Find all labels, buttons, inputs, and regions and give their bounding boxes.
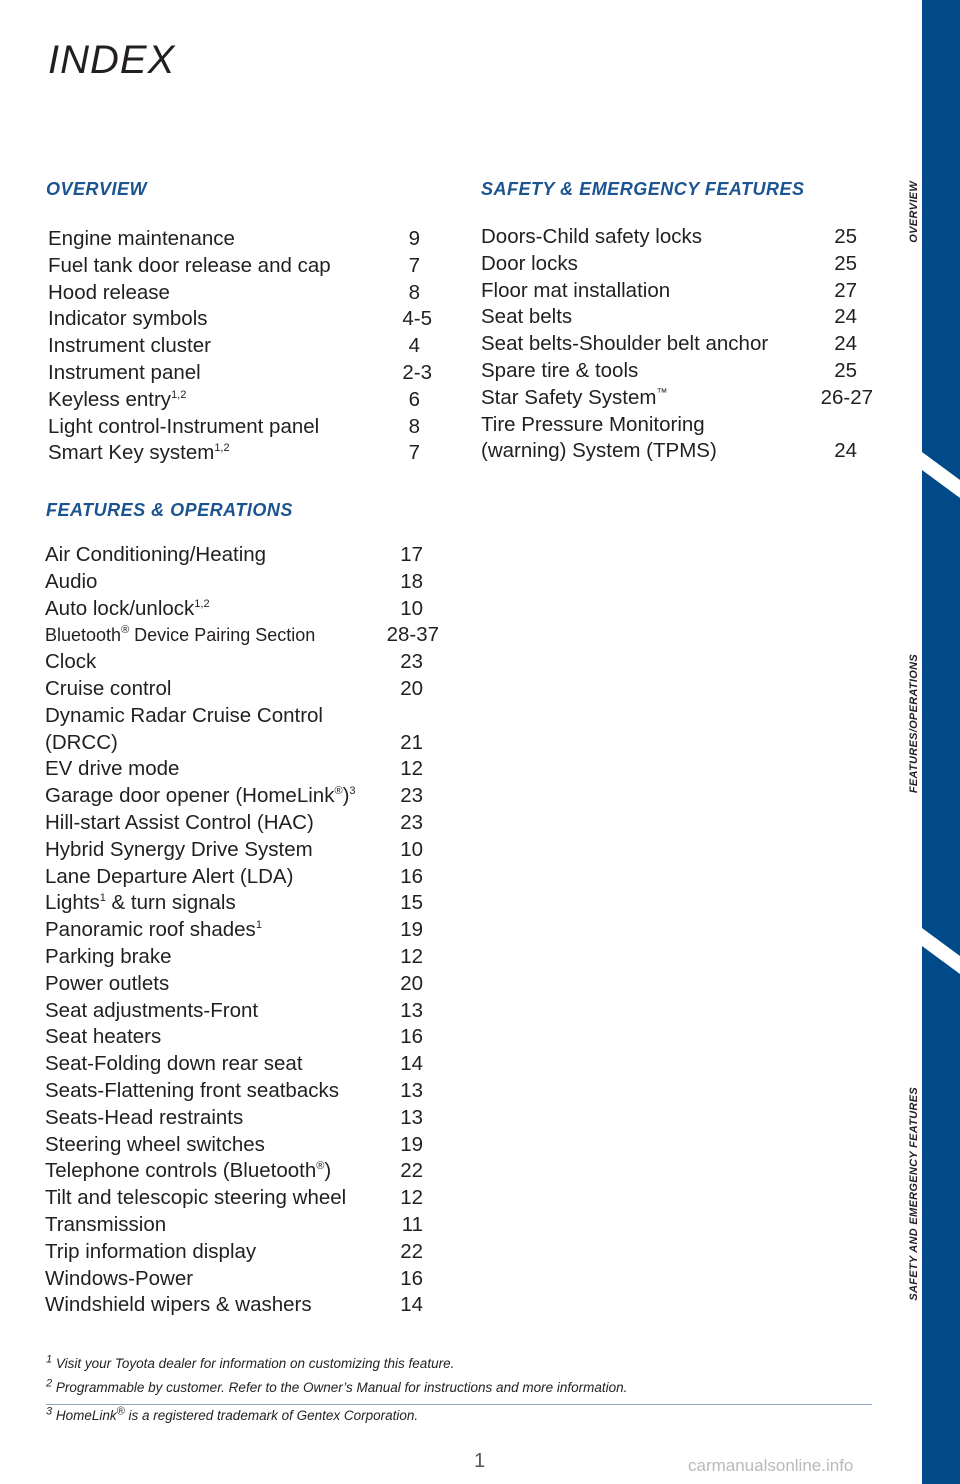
- sidebar-divider-1: [922, 452, 960, 498]
- list-item: Seat adjustments-Front 13: [45, 998, 423, 1022]
- list-item: Seats-Head restraints 13: [45, 1105, 423, 1129]
- list-item: Lights$^1$ & turn signals 15: [45, 891, 423, 915]
- list-item: Tire Pressure Monitoring: [481, 412, 705, 436]
- list-item: Air Conditioning/Heating 17: [45, 543, 423, 566]
- list-item: Seat belts 24: [481, 305, 857, 329]
- list-item: Trip information display 22: [45, 1239, 423, 1263]
- list-item: Spare tire & tools 25: [481, 358, 857, 382]
- list-item: Seat belts-Shoulder belt anchor 24: [481, 332, 857, 356]
- overview-heading: OVERVIEW: [46, 179, 148, 199]
- list-item: Light control-Instrument panel 8: [48, 414, 420, 438]
- list-item: Hybrid Synergy Drive System 10: [45, 837, 423, 861]
- list-item: Transmission 11: [45, 1212, 423, 1236]
- list-item: Instrument cluster 4: [48, 334, 420, 358]
- list-item: Telephone controls (Bluetooth®) 22: [45, 1159, 423, 1183]
- watermark: carmanualsonline.info: [688, 1456, 854, 1475]
- footnote-1: $^1$ Visit your Toyota dealer for information on customizing this feature.: [46, 1353, 455, 1371]
- list-item: Parking brake 12: [45, 944, 423, 968]
- sidebar-tab-features-operations[interactable]: FEATURES/OPERATIONS: [908, 654, 920, 794]
- list-item: Seats-Flattening front seatbacks 13: [45, 1078, 423, 1102]
- list-item: Dynamic Radar Cruise Control: [45, 703, 323, 727]
- list-item: Auto lock/unlock$^{1,2}$ 10: [45, 596, 423, 620]
- footnote-2: $^2$ Programmable by customer. Refer to the Owner’s Manual for instructions and more information.: [46, 1377, 628, 1395]
- sidebar-divider-2: [922, 928, 960, 974]
- footnote-3: $^3$ HomeLink® is a registered trademark of Gentex Corporation.: [46, 1405, 419, 1423]
- list-item: EV drive mode 12: [45, 757, 423, 781]
- list-item: Smart Key system$^{1,2}$ 7: [48, 441, 420, 465]
- list-item: Doors-Child safety locks 25: [481, 225, 857, 248]
- list-item: Tilt and telescopic steering wheel 12: [45, 1186, 423, 1210]
- list-item: Windshield wipers & washers 14: [45, 1293, 423, 1317]
- page-title: INDEX: [48, 38, 176, 82]
- list-item: Cruise control 20: [45, 676, 423, 700]
- features-heading: FEATURES & OPERATIONS: [46, 500, 293, 520]
- page-number: 1: [474, 1450, 486, 1472]
- list-item: Seat heaters 16: [45, 1025, 423, 1049]
- sidebar-tab-overview[interactable]: OVERVIEW: [908, 181, 920, 243]
- list-item: Power outlets 20: [45, 971, 423, 995]
- list-item: Hill-start Assist Control (HAC) 23: [45, 810, 423, 834]
- list-item: Audio 18: [45, 569, 423, 593]
- list-item: (warning) System (TPMS) 24: [481, 439, 857, 463]
- list-item: Hood release 8: [48, 280, 420, 304]
- list-item: Star Safety System™ 26-27: [481, 385, 873, 409]
- list-item: (DRCC) 21: [45, 730, 423, 754]
- list-item: Lane Departure Alert (LDA) 16: [45, 864, 423, 888]
- list-item: Clock 23: [45, 650, 423, 674]
- safety-heading: SAFETY & EMERGENCY FEATURES: [481, 179, 805, 199]
- list-item: Garage door opener (HomeLink®)$^3$ 23: [45, 784, 423, 808]
- list-item: Door locks 25: [481, 251, 857, 275]
- sidebar-divider-3: [926, 1412, 960, 1484]
- list-item: Instrument panel 2-3: [48, 360, 432, 384]
- list-item: Panoramic roof shades$^1$ 19: [45, 918, 423, 942]
- list-item: Indicator symbols 4-5: [48, 307, 432, 331]
- list-item: Steering wheel switches 19: [45, 1132, 423, 1156]
- list-item: Seat-Folding down rear seat 14: [45, 1052, 423, 1076]
- list-item: Windows-Power 16: [45, 1266, 423, 1290]
- list-item: Bluetooth® Device Pairing Section 28-37: [45, 623, 439, 647]
- sidebar-tab-safety-emergency[interactable]: SAFETY AND EMERGENCY FEATURES: [908, 1087, 920, 1301]
- list-item: Engine maintenance 9: [48, 227, 420, 250]
- list-item: Fuel tank door release and cap 7: [48, 253, 420, 277]
- list-item: Floor mat installation 27: [481, 278, 857, 302]
- list-item: Keyless entry$^{1,2}$ 6: [48, 387, 420, 411]
